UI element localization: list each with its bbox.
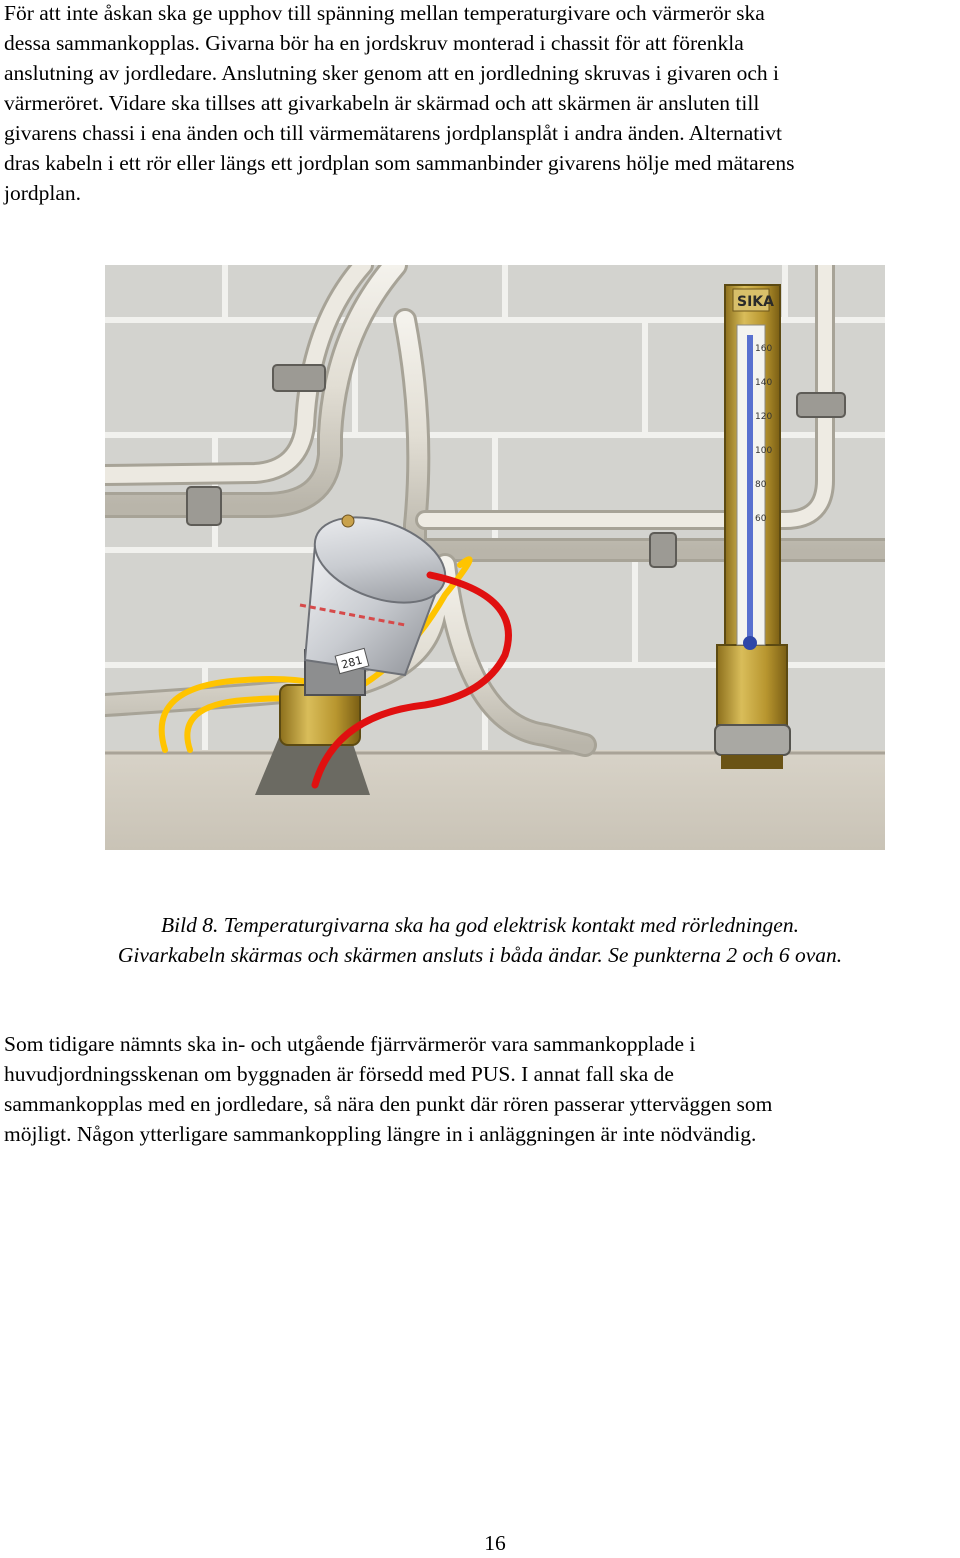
intro-line: dessa sammankopplas. Givarna bör ha en jordskruv monterad i chassit för att förenkla [4, 31, 744, 55]
gauge-scale-label: 100 [755, 446, 773, 456]
intro-line: värmeröret. Vidare ska tillses att givarkabeln är skärmad och att skärmen är ansluten till [4, 91, 760, 115]
gauge-scale-label: 120 [755, 412, 773, 422]
gauge-scale-label: 160 [755, 344, 773, 354]
intro-line: jordplan. [4, 181, 82, 205]
gauge-scale-label: 60 [755, 514, 767, 524]
gauge-brand: SIKA [737, 294, 774, 310]
caption-line: Givarkabeln skärmas och skärmen ansluts i båda ändar. Se punkterna 2 och 6 ovan. [117, 943, 843, 967]
intro-line: anslutning av jordledare. Anslutning sker genom att en jordledning skruvas i givaren och i [4, 61, 780, 85]
gauge-scale-label: 140 [755, 378, 773, 388]
gauge-scale-label: 80 [755, 480, 767, 490]
outro-line: möjligt. Någon ytterligare sammankoppling längre in i anläggningen är inte nödvändig. [4, 1122, 757, 1146]
outro-paragraph [4, 1029, 960, 1149]
intro-line: givarens chassi i ena änden och till värmemätarens jordplansplåt i andra änden. Alternativt [4, 121, 782, 145]
intro-paragraph [4, 0, 960, 208]
intro-line: dras kabeln i ett rör eller längs ett jordplan som sammanbinder givarens hölje med mätarens [4, 151, 795, 175]
sensor-label: 281 [340, 653, 364, 672]
intro-line: För att inte åskan ska ge upphov till spänning mellan temperaturgivare och värmerör ska [4, 1, 765, 25]
outro-line: sammankopplas med en jordledare, så nära den punkt där rören passerar ytterväggen som [4, 1092, 773, 1116]
page-number: 16 [484, 1531, 506, 1555]
outro-line: Som tidigare nämnts ska in- och utgående fjärrvärmerör vara sammankopplade i [4, 1032, 696, 1056]
caption-line: Bild 8. Temperaturgivarna ska ha god elektrisk kontakt med rörledningen. [161, 913, 799, 937]
thermometer-gauge [715, 285, 790, 769]
figure-caption [0, 910, 960, 970]
sensor-photo [105, 265, 885, 850]
outro-line: huvudjordningsskenan om byggnaden är försedd med PUS. I annat fall ska de [4, 1062, 674, 1086]
